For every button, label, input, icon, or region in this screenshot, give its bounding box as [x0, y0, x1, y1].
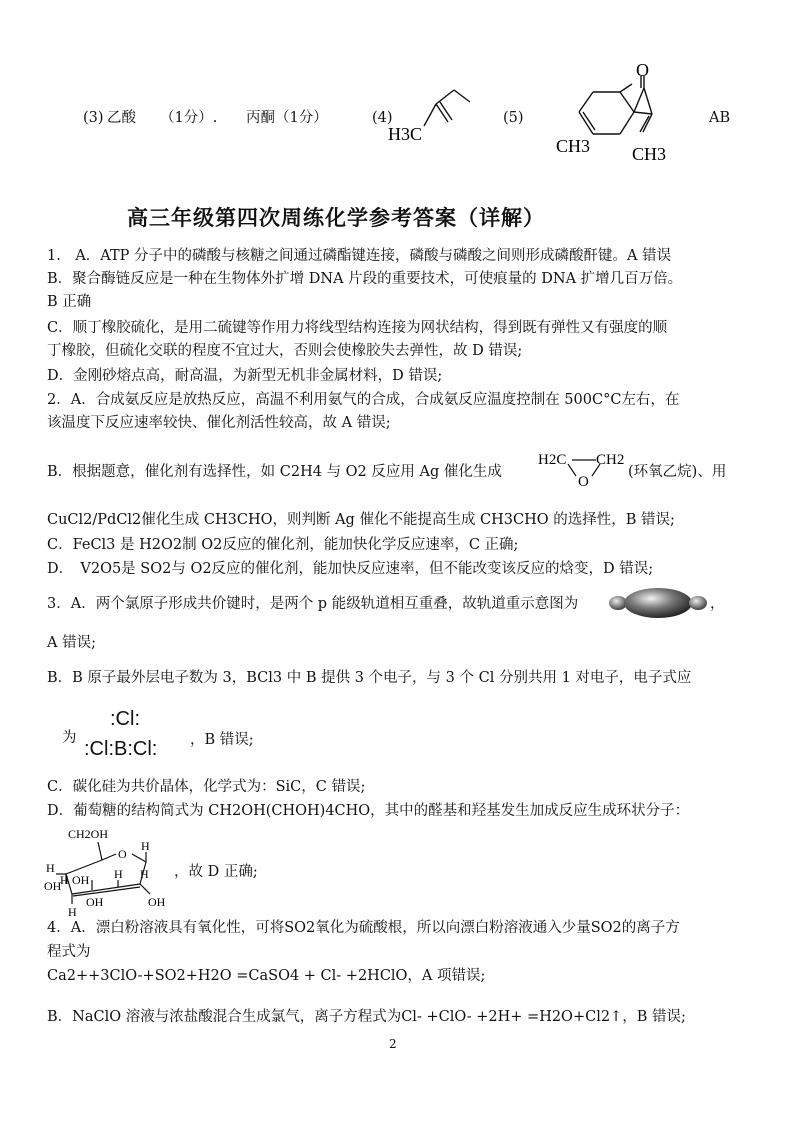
- item3-answer-b: 丙酮（1分）: [246, 110, 328, 126]
- q3-option-c: C．碳化硅为共价晶体，化学式为：SiC，C 错误;: [47, 779, 366, 795]
- enone-ch3-left: CH3: [556, 136, 591, 156]
- item3-number: (3): [83, 110, 104, 126]
- q2-option-b-line1: B．根据题意，催化剂有选择性，如 C2H4 与 O2 反应用 Ag 催化生成: [47, 464, 502, 480]
- q4-option-b: B．NaClO 溶液与浓盐酸混合生成氯气，离子方程式为Cl- +ClO- +2H+ =H2O+Cl2↑，B 错误;: [47, 1009, 686, 1025]
- item5-number: (5): [503, 110, 524, 126]
- q3-option-b-line1: B．B 原子最外层电子数为 3，BCl3 中 B 提供 3 个电子，与 3 个 Cl 分别共用 1 对电子，电子式应: [47, 670, 692, 686]
- epoxide-ch2: CH2: [596, 452, 625, 468]
- q3-option-d: D．葡萄糖的结构简式为 CH2OH(CHOH)4CHO，其中的醛基和羟基发生加成反应生成环状分子：: [47, 803, 690, 819]
- glucose-ring-oxygen: O: [118, 847, 127, 861]
- glucose-oh: OH: [44, 879, 62, 893]
- q1-option-d: D．金刚砂熔点高，耐高温，为新型无机非金属材料，D 错误;: [47, 368, 443, 384]
- isoprene-structure: [388, 80, 478, 150]
- glucose-h: H: [60, 873, 69, 887]
- q1-option-b-line1: B．聚合酶链反应是一种在生物体外扩增 DNA 片段的重要技术，可使痕量的 DNA 扩增几百万倍。: [47, 271, 683, 287]
- q4-option-a-equation: Ca2++3ClO-+SO2+H2O =CaSO4 + Cl- +2HClO，A 项错误;: [47, 968, 486, 984]
- enone-ch3-right: CH3: [632, 144, 667, 164]
- p-orbital-overlap-icon: [608, 584, 708, 622]
- glucose-ch2oh: CH2OH: [68, 827, 109, 841]
- q3-option-a-line1: 3．A．两个氯原子形成共价键时，是两个 p 能级轨道相互重叠，故轨道重示意图为: [47, 596, 579, 612]
- glucose-oh: OH: [86, 895, 104, 909]
- ethylene-oxide-structure: [536, 442, 628, 490]
- q3-option-b-wei: 为: [62, 730, 77, 746]
- q1-option-c-line1: C．顺丁橡胶硫化，是用二硫键等作用力将线型结构连接为网状结构，得到既有弹性又有强度的顺: [47, 320, 668, 336]
- page-number: 2: [389, 1037, 397, 1051]
- epoxide-h2c: H2C: [538, 452, 567, 468]
- q4-option-a-line1: 4．A．漂白粉溶液具有氧化性，可将SO2氧化为硫酸根，所以向漂白粉溶液通入少量SO2的离子方: [47, 920, 680, 936]
- q2-option-b-line2: CuCl2/PdCl2催化生成 CH3CHO，则判断 Ag 催化不能提高生成 CH3CHO 的选择性，B 错误;: [47, 512, 675, 528]
- bcl3-lewis-top: :Cl:: [110, 708, 140, 730]
- item4-number: (4): [372, 110, 393, 126]
- q2-option-c: C．FeCl3 是 H2O2制 O2反应的催化剂，能加快化学反应速率，C 正确;: [47, 537, 519, 553]
- epoxide-oxygen: O: [578, 474, 589, 490]
- q2-option-d: D． V2O5是 SO2与 O2反应的催化剂，能加快反应速率，但不能改变该反应的焓变，D 错误;: [47, 561, 654, 577]
- item3-answer-a: 乙酸: [107, 110, 136, 126]
- q1-option-a: 1. A．ATP 分子中的磷酸与核糖之间通过磷酯键连接，磷酸与磷酸之间则形成磷酸酐键。A 错误: [47, 248, 672, 264]
- enone-oxygen-label: O: [636, 62, 649, 80]
- glucose-h: H: [114, 867, 123, 881]
- q3-option-b-tail: ，B 错误;: [190, 732, 254, 748]
- item3-score-a: （1分）.: [160, 110, 218, 126]
- glucose-oh: OH: [148, 895, 166, 909]
- q4-option-a-line2: 程式为: [47, 944, 91, 960]
- q3-option-d-tail: ，故 D 正确;: [174, 864, 258, 880]
- q2-option-b-tail: (环氧乙烷)、用: [628, 464, 727, 480]
- isoprene-h3c-label: H3C: [388, 124, 423, 144]
- q3-option-a-line2: A 错误;: [47, 635, 96, 651]
- q1-option-c-line2: 丁橡胶，但硫化交联的程度不宜过大，否则会使橡胶失去弹性，故 D 错误;: [47, 343, 523, 359]
- q2-option-a-line2: 该温度下反应速率较快、催化剂活性较高，故 A 错误;: [47, 415, 391, 431]
- glucose-h: H: [140, 867, 149, 881]
- bicyclic-enone-structure: [548, 62, 678, 172]
- item-answer-ab: AB: [709, 110, 731, 126]
- glucose-ring-structure: [40, 822, 175, 920]
- glucose-h: H: [141, 839, 150, 853]
- glucose-h: H: [68, 905, 77, 919]
- glucose-h: H: [46, 861, 55, 875]
- q1-option-b-line2: B 正确: [47, 294, 92, 310]
- page-title: 高三年级第四次周练化学参考答案（详解）: [127, 206, 545, 230]
- q2-option-a-line1: 2．A．合成氨反应是放热反应，高温不利用氨气的合成，合成氨反应温度控制在 500C°C左右，在: [47, 392, 680, 408]
- q3-option-a-comma: ，: [710, 596, 725, 612]
- glucose-oh: OH: [72, 873, 90, 887]
- bcl3-lewis-bottom: :Cl:B:Cl:: [84, 738, 158, 760]
